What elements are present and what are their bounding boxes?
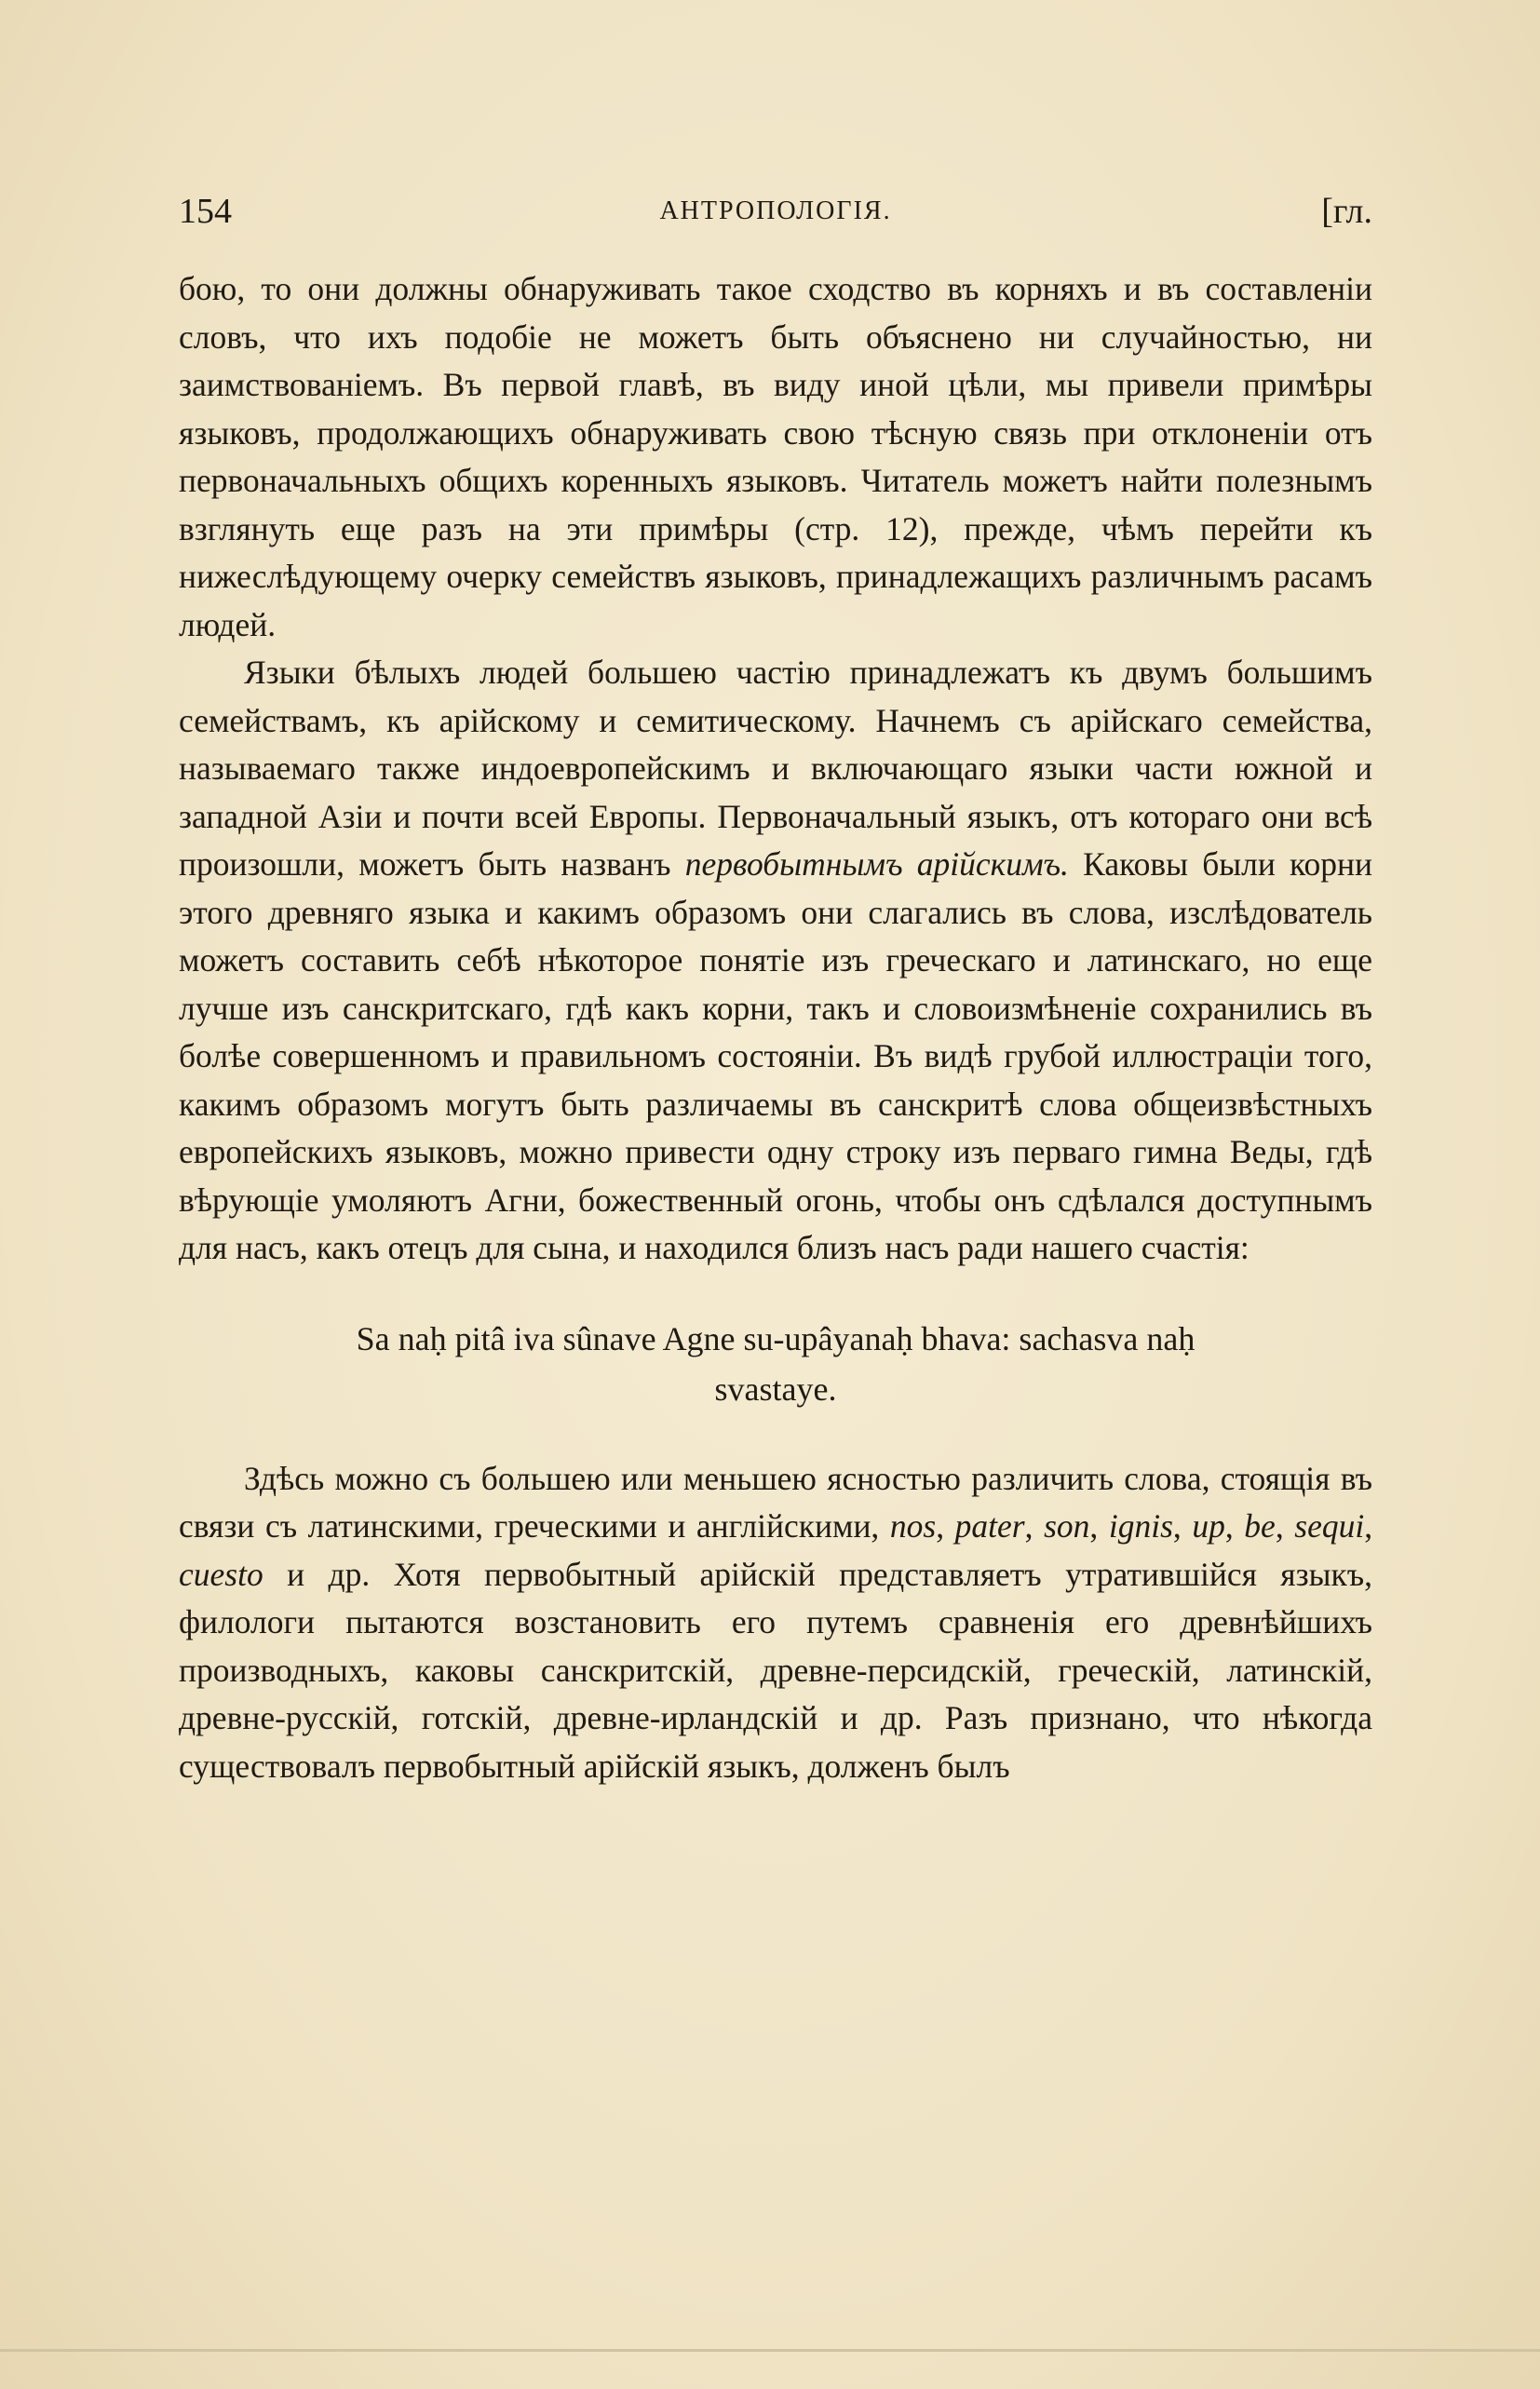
cognate-word: son: [1044, 1507, 1090, 1545]
cognate-word: sequi: [1294, 1507, 1365, 1545]
paragraph-2-text-a: Языки бѣлыхъ людей большею частію принадлежатъ къ двумъ большимъ семействамъ, къ арійскому и семитическому. Начнемъ съ арійскаго семейства, называемаго также индоевропейскимъ и включающаго языки части южной и западной Азіи и почти всей Европы. Первоначальный языкъ, отъ котораго они всѣ произошли, можетъ быть названъ: [179, 654, 1372, 883]
cognate-word: ignis: [1108, 1507, 1173, 1545]
cognate-word: pater: [954, 1507, 1025, 1545]
paragraph-3-text-a: Здѣсь можно съ большею или меньшею ясностью различить слова, стоящія въ связи съ латинскими, греческими и англійскими,: [179, 1459, 1372, 1545]
cognate-word: be: [1244, 1507, 1276, 1545]
verse-line-2: svastaye.: [714, 1370, 837, 1408]
section-mark: [гл.: [1321, 192, 1372, 231]
bottom-edge-rule: [0, 2349, 1540, 2352]
paragraph-2-emphasis: первобытнымъ арійскимъ.: [684, 845, 1069, 883]
paragraph-1: бою, то они должны обнаруживать такое сходство въ корняхъ и въ составленіи словъ, что ихъ подобіе не можетъ быть объяснено ни случайностью, ни заимствованіемъ. Въ первой главѣ, въ виду иной цѣли, мы привели примѣры языковъ, продолжающихъ обнаруживать свою тѣсную связь при отклоненіи отъ первоначальныхъ общихъ коренныхъ языковъ. Читатель можетъ найти полезнымъ взглянуть еще разъ на эти примѣры (стр. 12), прежде, чѣмъ перейти къ нижеслѣдующему очерку семействъ языковъ, принадлежащихъ различнымъ расамъ людей.: [179, 270, 1372, 643]
paragraph-3: Здѣсь можно съ большею или меньшею ясностью различить слова, стоящія въ связи съ латинскими, греческими и англійскими, nos, pater, son, ignis, up, be, sequi, cuesto и др. Хотя первобытный арійскій представляетъ утратившійся языкъ, филологи пытаются возстановить его путемъ сравненія его древнѣйшихъ производныхъ, каковы санскритскій, древне-персидскій, греческій, латинскій, древне-русскій, готскій, древне-ирландскій и др. Разъ признано, что нѣкогда существовалъ первобытный арійскій языкъ, долженъ былъ: [179, 1459, 1373, 1785]
veda-verse: [179, 1314, 1372, 1414]
paragraph-2: [179, 649, 1372, 1273]
cognate-word: nos: [889, 1507, 937, 1545]
cognate-word: up: [1192, 1507, 1225, 1545]
cognate-word: cuesto: [179, 1555, 263, 1593]
page-header: [179, 191, 1372, 237]
verse-line-1: Sa naḥ pitâ iva sûnave Agne su-upâyanaḥ bhava: sachasva naḥ: [356, 1319, 1196, 1357]
body-text: [179, 265, 1372, 1790]
paragraph-2-text-b: Каковы были корни этого древняго языка и какимъ образомъ они слагались въ слова, изслѣдователь можетъ составить себѣ нѣкоторое понятіе изъ греческаго и латинскаго, но еще лучше изъ санскритскаго, гдѣ какъ корни, такъ и словоизмѣненіе сохранились въ болѣе совершенномъ и правильномъ состояніи. Въ видѣ грубой иллюстраціи того, какимъ образомъ могутъ быть различаемы въ санскритѣ слова общеизвѣстныхъ европейскихъ языковъ, можно привести одну строку изъ перваго гимна Веды, гдѣ вѣрующіе умоляютъ Агни, божественный огонь, чтобы онъ сдѣлался доступнымъ для насъ, какъ отецъ для сына, и находился близъ насъ ради нашего счастія:: [179, 845, 1372, 1266]
running-title: АНТРОПОЛОГІЯ.: [659, 196, 892, 225]
paragraph-3-text-b: и др. Хотя первобытный арійскій представляетъ утратившійся языкъ, филологи пытаются возстановить его путемъ сравненія его древнѣйшихъ производныхъ, каковы санскритскій, древне-персидскій, греческій, латинскій, древне-русскій, готскій, древне-ирландскій и др. Разъ признано, что нѣкогда существовалъ первобытный арійскій языкъ, долженъ былъ: [179, 1555, 1372, 1785]
page-number: 154: [179, 192, 232, 231]
